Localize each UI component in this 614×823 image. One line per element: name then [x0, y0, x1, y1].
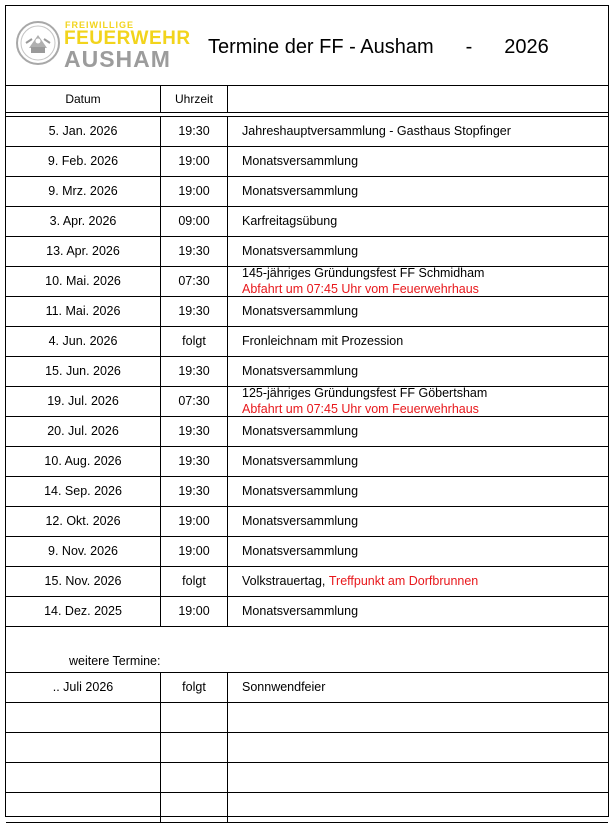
event-cell: Fronleichnam mit Prozession [227, 326, 608, 356]
time-cell [160, 732, 227, 762]
event-cell: Monatsversammlung [227, 476, 608, 506]
date-cell [6, 702, 160, 732]
date-cell: 11. Mai. 2026 [45, 304, 121, 318]
schedule-sheet [5, 5, 609, 817]
table-row [6, 672, 608, 702]
date-cell: 13. Apr. 2026 [46, 244, 120, 258]
column-header-date: Datum [65, 92, 101, 106]
header-underline [6, 112, 608, 113]
time-cell: 19:00 [160, 176, 227, 206]
date-cell: 14. Dez. 2025 [44, 604, 122, 618]
date-cell: 9. Nov. 2026 [48, 544, 118, 558]
time-cell: 19:00 [160, 146, 227, 176]
table-row [6, 206, 608, 236]
time-cell: 19:30 [160, 476, 227, 506]
event-cell [227, 732, 608, 762]
table-row [6, 386, 608, 416]
event-note: Treffpunkt am Dorfbrunnen [328, 574, 479, 588]
event-cell: Monatsversammlung [227, 296, 608, 326]
date-cell: 5. Jan. 2026 [48, 124, 118, 138]
date-cell: 10. Mai. 2026 [45, 274, 121, 288]
time-cell: 19:00 [160, 596, 227, 626]
event-cell [227, 266, 608, 296]
time-cell: 19:30 [160, 296, 227, 326]
event-cell: Monatsversammlung [227, 416, 608, 446]
time-cell [160, 702, 227, 732]
date-cell: 12. Okt. 2026 [45, 514, 121, 528]
page-title [208, 36, 549, 59]
table-row [6, 326, 608, 356]
event-cell: Monatsversammlung [227, 596, 608, 626]
event-cell: Monatsversammlung [227, 356, 608, 386]
table-row [6, 296, 608, 326]
table-row [6, 446, 608, 476]
table-row [6, 702, 608, 732]
logo-small-text: FREIWILLIGE [65, 20, 134, 30]
event-cell: Monatsversammlung [227, 446, 608, 476]
event-text: Volkstrauertag, [242, 574, 326, 588]
logo [16, 18, 191, 76]
table-row [6, 792, 608, 822]
time-cell: 19:30 [160, 356, 227, 386]
event-text: 145-jähriges Gründungsfest FF Schmidham [242, 266, 485, 280]
event-cell [227, 792, 608, 822]
date-cell: 14. Sep. 2026 [44, 484, 122, 498]
table-row [6, 506, 608, 536]
table-row [6, 146, 608, 176]
table-row [6, 356, 608, 386]
time-cell: 19:30 [160, 236, 227, 266]
time-cell: folgt [160, 326, 227, 356]
table-row [6, 762, 608, 792]
date-cell [6, 762, 160, 792]
event-note: Abfahrt um 07:45 Uhr vom Feuerwehrhaus [242, 282, 479, 296]
table-row [6, 476, 608, 506]
time-cell: 19:30 [160, 446, 227, 476]
event-text: 125-jähriges Gründungsfest FF Göbertsham [242, 386, 488, 400]
table-row [6, 116, 608, 146]
date-cell: 3. Apr. 2026 [49, 214, 117, 228]
table-row [6, 266, 608, 296]
further-events-block [6, 626, 608, 672]
table-row [6, 732, 608, 762]
event-cell: Sonnwendfeier [227, 672, 608, 702]
date-cell: 15. Jun. 2026 [45, 364, 121, 378]
table-row [6, 416, 608, 446]
date-cell [6, 792, 160, 822]
title-dash: - [465, 36, 473, 58]
date-cell: 9. Mrz. 2026 [48, 184, 118, 198]
time-cell: 19:00 [160, 536, 227, 566]
logo-brand: FEUERWEHR [64, 28, 191, 49]
event-cell: Monatsversammlung [227, 506, 608, 536]
page-title-text: Termine der FF - Ausham [208, 36, 434, 58]
time-cell: 19:00 [160, 506, 227, 536]
table-row [6, 176, 608, 206]
fire-department-emblem-icon [16, 21, 60, 65]
table-header [6, 86, 608, 112]
date-cell: 10. Aug. 2026 [44, 454, 122, 468]
event-cell [227, 566, 608, 596]
event-cell: Monatsversammlung [227, 236, 608, 266]
time-cell: 07:30 [160, 266, 227, 296]
date-cell: 15. Nov. 2026 [44, 574, 122, 588]
table-row [6, 596, 608, 626]
date-cell [6, 732, 160, 762]
time-cell: 19:30 [160, 416, 227, 446]
header [6, 6, 608, 86]
title-year: 2026 [504, 36, 549, 58]
column-header-time: Uhrzeit [160, 86, 227, 112]
time-cell: folgt [160, 566, 227, 596]
event-note: Abfahrt um 07:45 Uhr vom Feuerwehrhaus [242, 402, 479, 416]
date-cell: 20. Jul. 2026 [47, 424, 119, 438]
table-row [6, 236, 608, 266]
time-cell [160, 792, 227, 822]
table-row [6, 566, 608, 596]
table-row [6, 536, 608, 566]
time-cell: 19:30 [160, 116, 227, 146]
time-cell: 09:00 [160, 206, 227, 236]
time-cell: folgt [160, 672, 227, 702]
logo-town: AUSHAM [64, 46, 171, 72]
column-header-event [227, 86, 608, 112]
event-cell: Jahreshauptversammlung - Gasthaus Stopfinger [227, 116, 608, 146]
date-cell: 4. Jun. 2026 [48, 334, 118, 348]
event-cell: Karfreitagsübung [227, 206, 608, 236]
further-events-label: weitere Termine: [69, 654, 161, 668]
event-cell [227, 702, 608, 732]
date-cell: 19. Jul. 2026 [47, 394, 119, 408]
event-cell: Monatsversammlung [227, 176, 608, 206]
event-cell [227, 386, 608, 416]
event-cell [227, 762, 608, 792]
time-cell: 07:30 [160, 386, 227, 416]
date-cell: 9. Feb. 2026 [47, 154, 119, 168]
date-cell: .. Juli 2026 [52, 680, 114, 694]
time-cell [160, 762, 227, 792]
event-cell: Monatsversammlung [227, 146, 608, 176]
event-cell: Monatsversammlung [227, 536, 608, 566]
